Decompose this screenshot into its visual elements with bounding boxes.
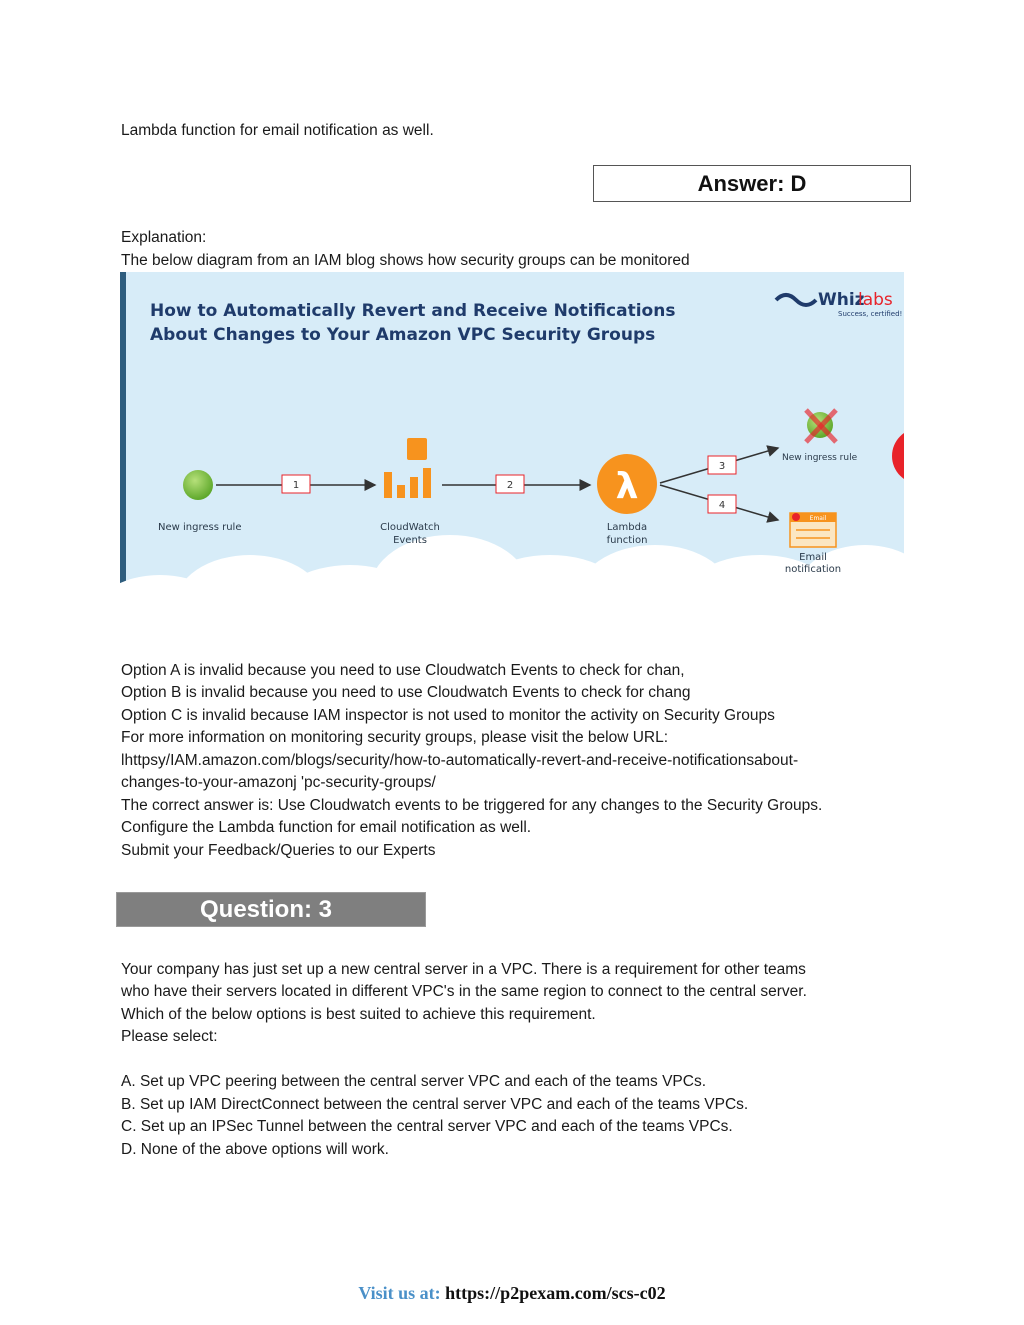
explanation-label: Explanation:: [121, 229, 207, 246]
footer-label: Visit us at:: [358, 1283, 446, 1303]
continued-text: Lambda function for email notification as well.: [121, 122, 434, 139]
svg-text:λ: λ: [615, 466, 639, 507]
option-c: C. Set up an IPSec Tunnel between the central server VPC and each of the teams VPCs.: [121, 1118, 733, 1135]
text-line: Configure the Lambda function for email notification as well.: [121, 819, 532, 836]
revert-ingress-icon: [806, 410, 836, 442]
footer-link[interactable]: https://p2pexam.com/scs-c02: [445, 1283, 666, 1303]
text-line: Submit your Feedback/Queries to our Experts: [121, 842, 436, 859]
text-line: Option A is invalid because you need to use Cloudwatch Events to check for chan,: [121, 662, 685, 679]
step-4-label: 4: [718, 500, 726, 511]
logo-tagline: Success, certified!: [838, 310, 903, 318]
option-d: D. None of the above options will work.: [121, 1141, 389, 1158]
question-text: Which of the below options is best suited to achieve this requirement.: [121, 1006, 596, 1023]
reference-url-line-1: lhttpsy/IAM.amazon.com/blogs/security/how-to-automatically-revert-and-receive-notificationsabout-: [121, 752, 799, 769]
email-tag: Email: [809, 515, 827, 522]
option-a: A. Set up VPC peering between the central server VPC and each of the teams VPCs.: [121, 1073, 707, 1090]
question-title: Question: 3: [200, 895, 333, 923]
footer: [0, 1283, 1024, 1304]
step-2-label: 2: [506, 480, 514, 491]
step-1-label: 1: [292, 480, 300, 491]
node-email-label-2: notification: [784, 564, 842, 575]
email-notification-icon: [790, 513, 836, 547]
answer-box: [593, 165, 911, 202]
text-line: Option B is invalid because you need to use Cloudwatch Events to check for chang: [121, 684, 691, 701]
question-text: Please select:: [121, 1028, 218, 1045]
reference-url-line-2: changes-to-your-amazonj 'pc-security-groups/: [121, 774, 436, 791]
text-line: The correct answer is: Use Cloudwatch events to be triggered for any changes to the Security Groups.: [121, 797, 823, 814]
explanation-intro: The below diagram from an IAM blog shows how security groups can be monitored: [121, 252, 690, 269]
figure-title-1: How to Automatically Revert and Receive Notifications: [150, 301, 676, 321]
node-cloudwatch-label-2: Events: [393, 535, 427, 546]
logo-brand: Whiz: [818, 290, 865, 310]
node-email-label-1: Email: [799, 552, 827, 563]
node-lambda-label-2: function: [606, 535, 648, 546]
step-3-label: 3: [718, 461, 726, 472]
node-cloudwatch-label-1: CloudWatch: [380, 522, 440, 533]
text-line: For more information on monitoring security groups, please visit the below URL:: [121, 729, 669, 746]
question-text: Your company has just set up a new central server in a VPC. There is a requirement for other teams: [121, 961, 806, 978]
lambda-function-icon: [597, 454, 657, 514]
node-revert-label: New ingress rule: [782, 453, 858, 463]
question-text: who have their servers located in different VPC's in the same region to connect to the central server.: [121, 983, 807, 1000]
text-line: Option C is invalid because IAM inspector is not used to monitor the activity on Security Groups: [121, 707, 775, 724]
node-new-ingress-label: New ingress rule: [158, 522, 242, 533]
security-group-diagram: [120, 270, 904, 660]
new-ingress-ball-icon: [183, 470, 213, 500]
question-header: [116, 892, 426, 927]
logo-brand-suffix: labs: [858, 290, 893, 310]
node-lambda-label-1: Lambda: [606, 522, 648, 533]
answer-label: Answer: D: [697, 170, 807, 196]
figure-title-2: About Changes to Your Amazon VPC Security Groups: [150, 325, 656, 345]
option-b: B. Set up IAM DirectConnect between the central server VPC and each of the teams VPCs.: [121, 1096, 749, 1113]
